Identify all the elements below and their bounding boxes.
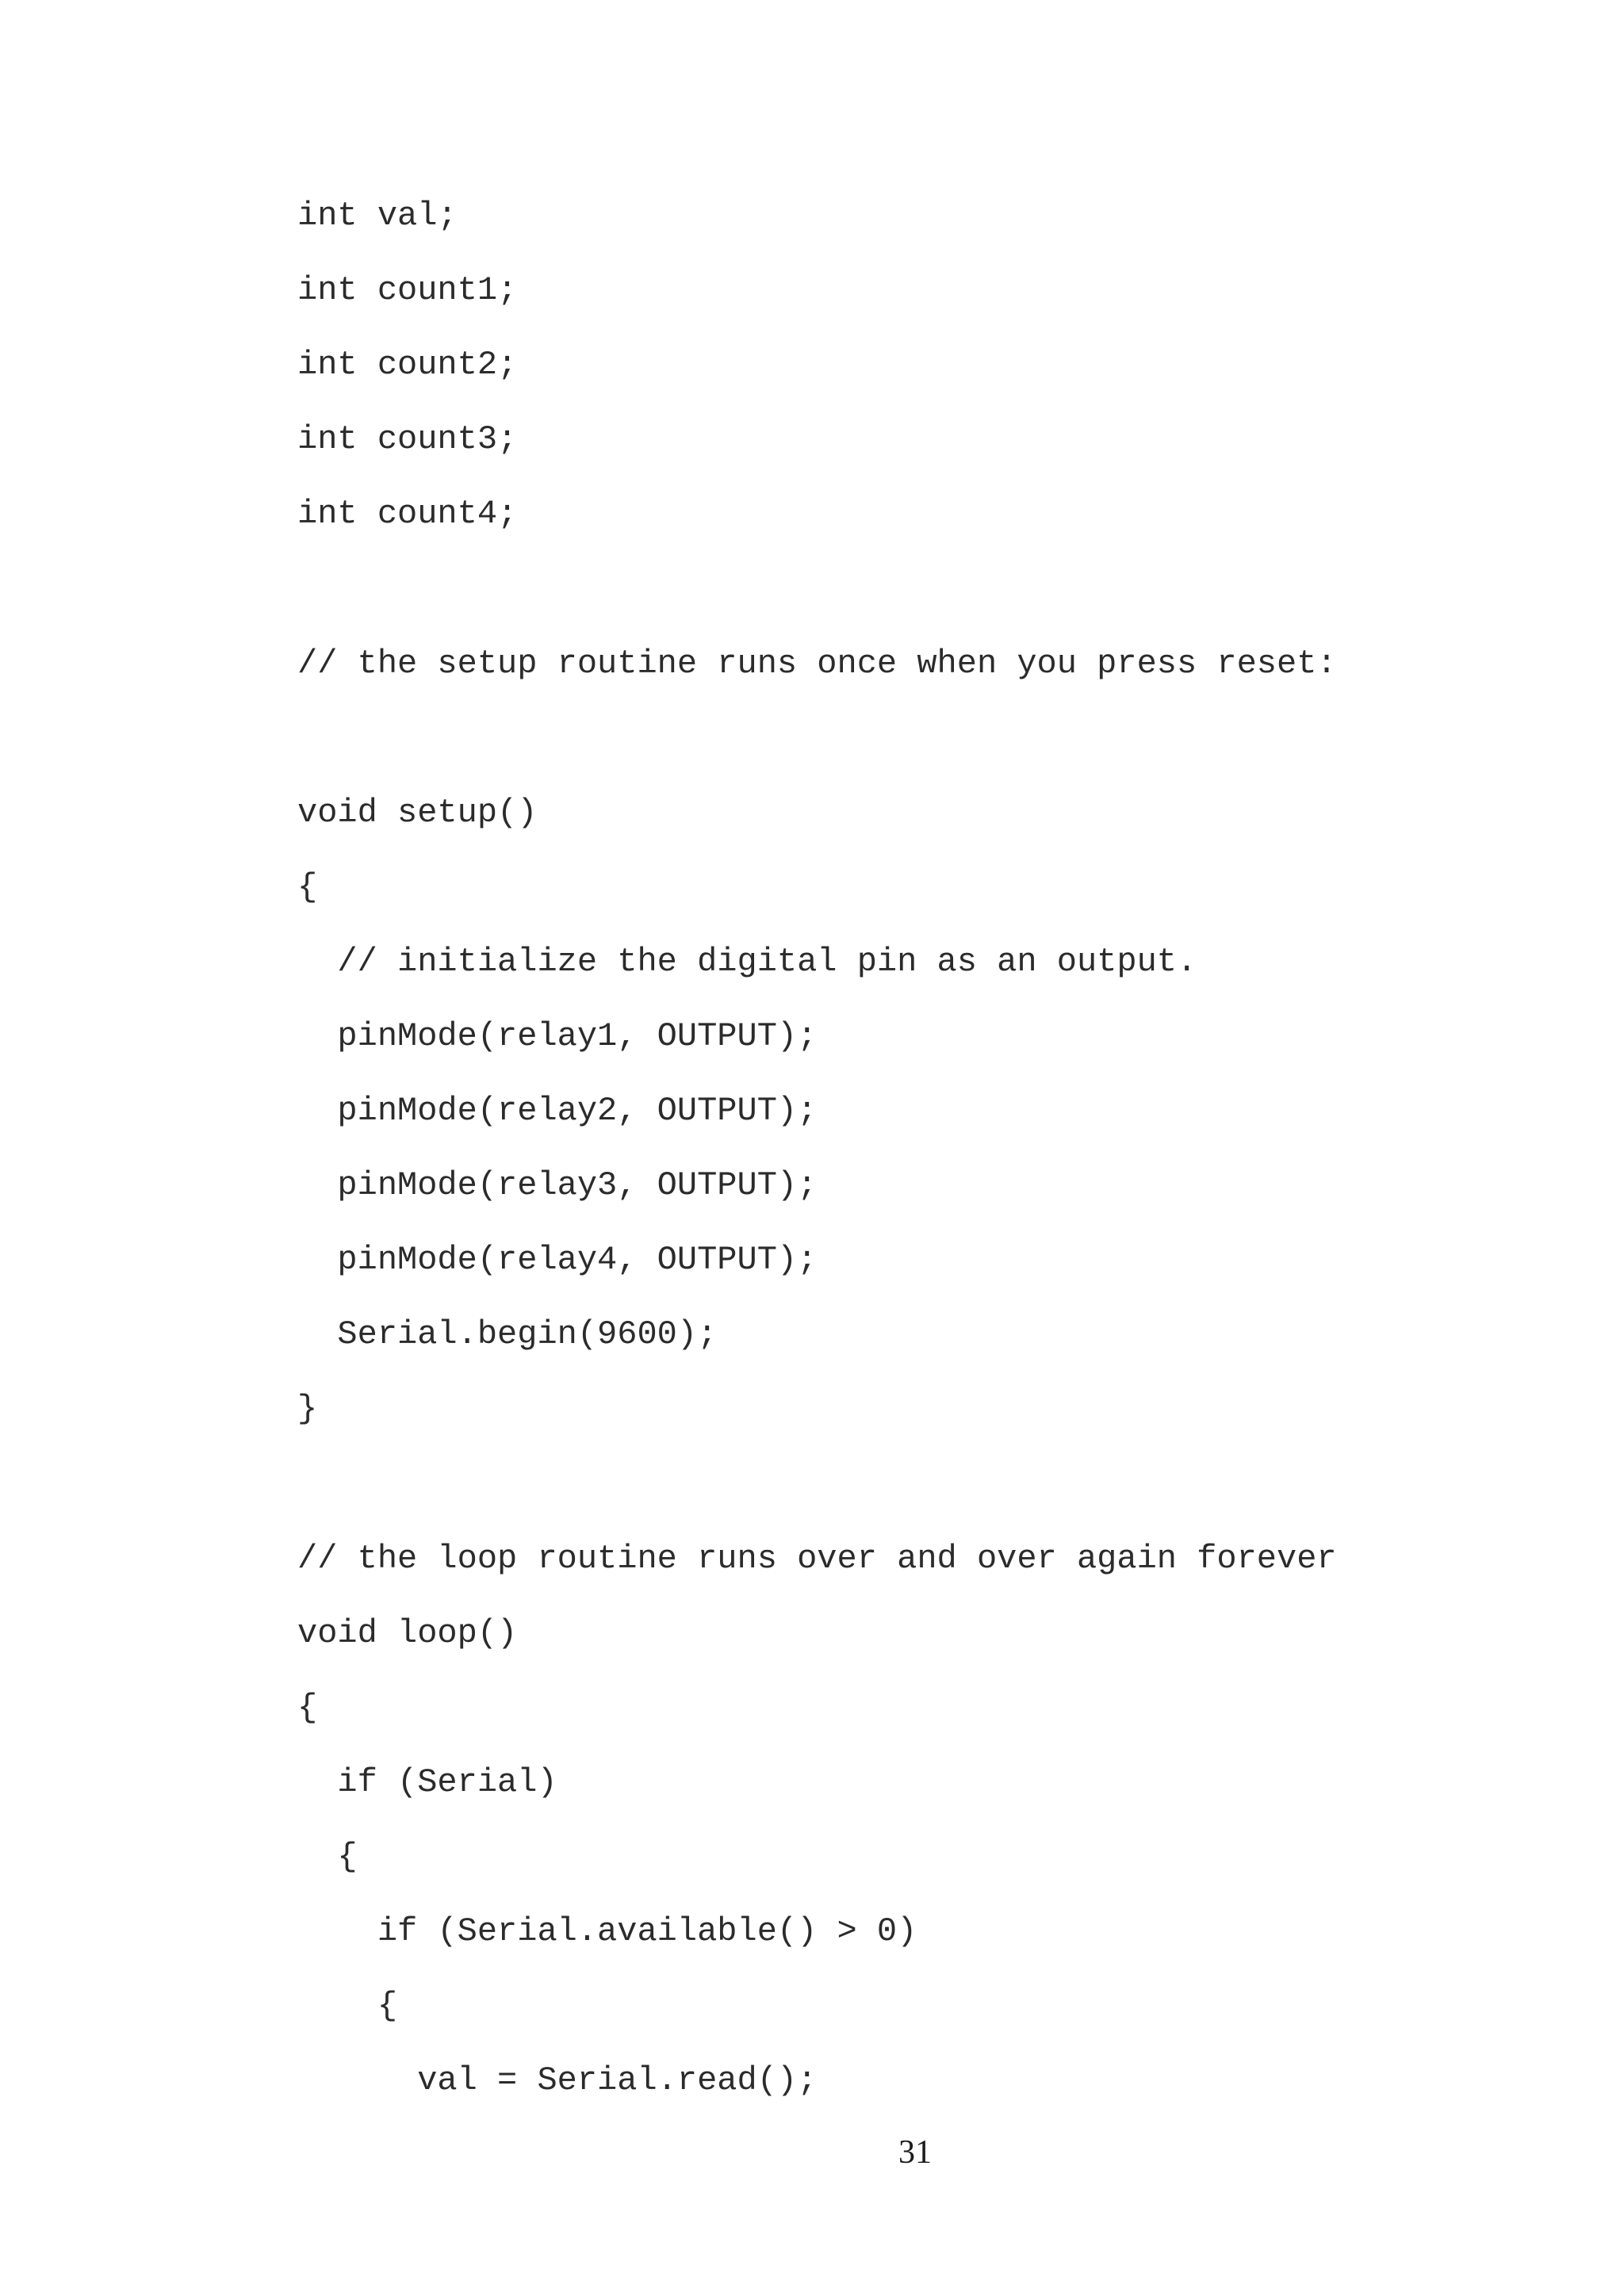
code-line: pinMode(relay2, OUTPUT); bbox=[297, 1092, 818, 1130]
code-line: if (Serial) bbox=[297, 1763, 557, 1801]
code-line: int val; bbox=[297, 197, 458, 235]
code-line: pinMode(relay1, OUTPUT); bbox=[297, 1017, 818, 1055]
code-line: int count1; bbox=[297, 271, 518, 309]
code-line: if (Serial.available() > 0) bbox=[297, 1912, 917, 1950]
code-line: { bbox=[297, 1987, 398, 2025]
code-line: { bbox=[297, 1689, 318, 1727]
code-line: void setup() bbox=[297, 794, 538, 832]
code-line: int count3; bbox=[297, 420, 518, 458]
code-line: int count2; bbox=[297, 346, 518, 384]
code-line: int count4; bbox=[297, 495, 518, 533]
code-line: { bbox=[297, 868, 318, 906]
code-line: { bbox=[297, 1838, 358, 1876]
code-line: void loop() bbox=[297, 1614, 518, 1652]
code-comment: // the loop routine runs over and over again forever bbox=[297, 1540, 1337, 1578]
page-number: 31 bbox=[898, 2134, 932, 2171]
code-line: pinMode(relay3, OUTPUT); bbox=[297, 1166, 818, 1204]
code-line: val = Serial.read(); bbox=[297, 2061, 818, 2099]
code-line: Serial.begin(9600); bbox=[297, 1315, 718, 1353]
code-comment: // the setup routine runs once when you press reset: bbox=[297, 645, 1337, 683]
code-line: pinMode(relay4, OUTPUT); bbox=[297, 1241, 818, 1279]
code-line: } bbox=[297, 1390, 318, 1428]
code-comment: // initialize the digital pin as an output. bbox=[297, 943, 1197, 981]
